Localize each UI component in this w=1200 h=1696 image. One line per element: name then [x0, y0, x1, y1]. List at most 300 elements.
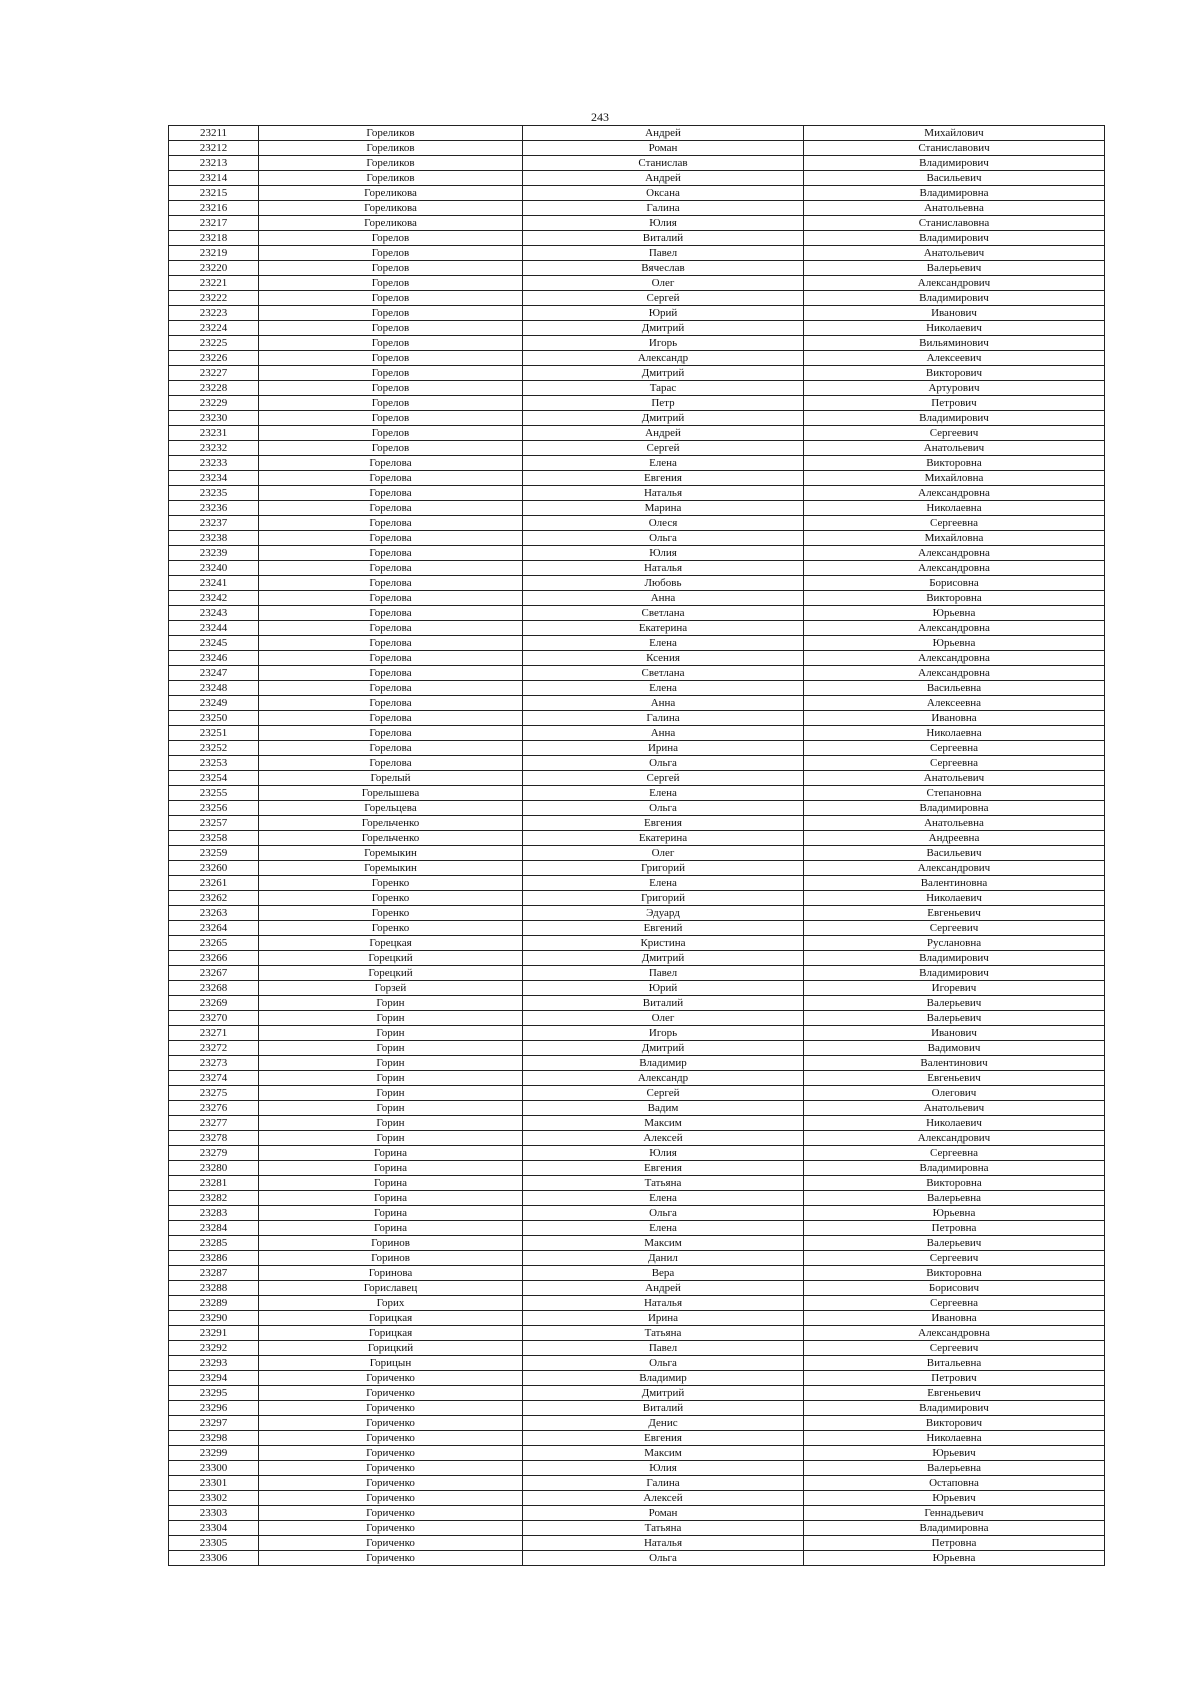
table-row [169, 966, 1105, 981]
patronymic-cell: Валерьевич [804, 261, 1105, 276]
patronymic-cell: Юрьевна [804, 1206, 1105, 1221]
patronymic-cell: Валерьевна [804, 1191, 1105, 1206]
row-number-cell: 23268 [169, 981, 259, 996]
last-name-cell: Гориченко [259, 1491, 523, 1506]
patronymic-cell: Владимирович [804, 291, 1105, 306]
last-name-cell: Горенко [259, 891, 523, 906]
row-number-cell: 23257 [169, 816, 259, 831]
row-number-cell: 23240 [169, 561, 259, 576]
first-name-cell: Юрий [523, 981, 804, 996]
patronymic-cell: Ивановна [804, 711, 1105, 726]
patronymic-cell: Владимирович [804, 231, 1105, 246]
patronymic-cell: Владимирович [804, 1401, 1105, 1416]
table-row [169, 1416, 1105, 1431]
row-number-cell: 23278 [169, 1131, 259, 1146]
first-name-cell: Станислав [523, 156, 804, 171]
last-name-cell: Горицкая [259, 1326, 523, 1341]
row-number-cell: 23304 [169, 1521, 259, 1536]
row-number-cell: 23250 [169, 711, 259, 726]
patronymic-cell: Витальевна [804, 1356, 1105, 1371]
patronymic-cell: Сергеевна [804, 1146, 1105, 1161]
table-row [169, 516, 1105, 531]
patronymic-cell: Алексеевна [804, 696, 1105, 711]
table-row [169, 1536, 1105, 1551]
patronymic-cell: Васильевич [804, 171, 1105, 186]
patronymic-cell: Сергеевич [804, 426, 1105, 441]
table-row [169, 546, 1105, 561]
first-name-cell: Олег [523, 846, 804, 861]
first-name-cell: Максим [523, 1236, 804, 1251]
table-row [169, 351, 1105, 366]
patronymic-cell: Александровна [804, 666, 1105, 681]
patronymic-cell: Владимировна [804, 1521, 1105, 1536]
patronymic-cell: Юрьевна [804, 606, 1105, 621]
first-name-cell: Вадим [523, 1101, 804, 1116]
row-number-cell: 23226 [169, 351, 259, 366]
row-number-cell: 23284 [169, 1221, 259, 1236]
first-name-cell: Кристина [523, 936, 804, 951]
patronymic-cell: Викторовна [804, 1266, 1105, 1281]
patronymic-cell: Вадимович [804, 1041, 1105, 1056]
first-name-cell: Олег [523, 276, 804, 291]
row-number-cell: 23246 [169, 651, 259, 666]
table-row [169, 1341, 1105, 1356]
first-name-cell: Данил [523, 1251, 804, 1266]
first-name-cell: Роман [523, 1506, 804, 1521]
last-name-cell: Горелов [259, 336, 523, 351]
patronymic-cell: Руслановна [804, 936, 1105, 951]
last-name-cell: Горин [259, 1026, 523, 1041]
first-name-cell: Павел [523, 966, 804, 981]
first-name-cell: Роман [523, 141, 804, 156]
table-row [169, 276, 1105, 291]
patronymic-cell: Михайлович [804, 126, 1105, 141]
table-row [169, 711, 1105, 726]
first-name-cell: Екатерина [523, 621, 804, 636]
table-row [169, 816, 1105, 831]
last-name-cell: Горицын [259, 1356, 523, 1371]
first-name-cell: Вячеслав [523, 261, 804, 276]
last-name-cell: Гориславец [259, 1281, 523, 1296]
patronymic-cell: Александровна [804, 651, 1105, 666]
last-name-cell: Горелова [259, 456, 523, 471]
last-name-cell: Горин [259, 1086, 523, 1101]
last-name-cell: Горин [259, 996, 523, 1011]
row-number-cell: 23292 [169, 1341, 259, 1356]
table-row [169, 411, 1105, 426]
row-number-cell: 23293 [169, 1356, 259, 1371]
table-row [169, 1551, 1105, 1566]
row-number-cell: 23259 [169, 846, 259, 861]
row-number-cell: 23229 [169, 396, 259, 411]
row-number-cell: 23265 [169, 936, 259, 951]
first-name-cell: Олег [523, 1011, 804, 1026]
table-row [169, 1461, 1105, 1476]
last-name-cell: Горицкий [259, 1341, 523, 1356]
table-row [169, 366, 1105, 381]
last-name-cell: Горин [259, 1101, 523, 1116]
patronymic-cell: Евгеньевич [804, 1071, 1105, 1086]
table-row [169, 1311, 1105, 1326]
row-number-cell: 23243 [169, 606, 259, 621]
patronymic-cell: Александровна [804, 486, 1105, 501]
patronymic-cell: Александровна [804, 621, 1105, 636]
table-row [169, 426, 1105, 441]
row-number-cell: 23215 [169, 186, 259, 201]
row-number-cell: 23258 [169, 831, 259, 846]
patronymic-cell: Александровна [804, 546, 1105, 561]
table-row [169, 636, 1105, 651]
table-row [169, 216, 1105, 231]
row-number-cell: 23267 [169, 966, 259, 981]
first-name-cell: Максим [523, 1446, 804, 1461]
last-name-cell: Горелова [259, 606, 523, 621]
first-name-cell: Сергей [523, 291, 804, 306]
table-row [169, 531, 1105, 546]
last-name-cell: Гориченко [259, 1521, 523, 1536]
table-row [169, 381, 1105, 396]
first-name-cell: Эдуард [523, 906, 804, 921]
patronymic-cell: Валерьевич [804, 1011, 1105, 1026]
first-name-cell: Максим [523, 1116, 804, 1131]
last-name-cell: Горинова [259, 1266, 523, 1281]
patronymic-cell: Владимирович [804, 966, 1105, 981]
first-name-cell: Елена [523, 681, 804, 696]
row-number-cell: 23302 [169, 1491, 259, 1506]
patronymic-cell: Петровна [804, 1221, 1105, 1236]
row-number-cell: 23218 [169, 231, 259, 246]
first-name-cell: Наталья [523, 1536, 804, 1551]
patronymic-cell: Викторович [804, 366, 1105, 381]
first-name-cell: Оксана [523, 186, 804, 201]
last-name-cell: Гориченко [259, 1506, 523, 1521]
first-name-cell: Татьяна [523, 1521, 804, 1536]
first-name-cell: Светлана [523, 666, 804, 681]
table-row [169, 981, 1105, 996]
patronymic-cell: Анатольевич [804, 771, 1105, 786]
last-name-cell: Горелов [259, 321, 523, 336]
row-number-cell: 23276 [169, 1101, 259, 1116]
patronymic-cell: Вильяминович [804, 336, 1105, 351]
patronymic-cell: Николаевна [804, 501, 1105, 516]
patronymic-cell: Олегович [804, 1086, 1105, 1101]
first-name-cell: Андрей [523, 126, 804, 141]
last-name-cell: Горенко [259, 906, 523, 921]
table-row [169, 1281, 1105, 1296]
first-name-cell: Сергей [523, 1086, 804, 1101]
last-name-cell: Горелова [259, 666, 523, 681]
last-name-cell: Гориченко [259, 1371, 523, 1386]
table-row [169, 891, 1105, 906]
first-name-cell: Тарас [523, 381, 804, 396]
patronymic-cell: Анатольевич [804, 1101, 1105, 1116]
table-row [169, 1356, 1105, 1371]
table-row [169, 156, 1105, 171]
first-name-cell: Юлия [523, 546, 804, 561]
first-name-cell: Григорий [523, 861, 804, 876]
table-row [169, 786, 1105, 801]
table-row [169, 1521, 1105, 1536]
last-name-cell: Горельченко [259, 816, 523, 831]
row-number-cell: 23297 [169, 1416, 259, 1431]
last-name-cell: Гориченко [259, 1476, 523, 1491]
row-number-cell: 23287 [169, 1266, 259, 1281]
last-name-cell: Горелова [259, 546, 523, 561]
last-name-cell: Горелова [259, 561, 523, 576]
first-name-cell: Григорий [523, 891, 804, 906]
patronymic-cell: Владимирович [804, 156, 1105, 171]
first-name-cell: Анна [523, 696, 804, 711]
last-name-cell: Горецкий [259, 951, 523, 966]
table-row [169, 1056, 1105, 1071]
row-number-cell: 23298 [169, 1431, 259, 1446]
table-row [169, 1476, 1105, 1491]
table-row [169, 321, 1105, 336]
first-name-cell: Ирина [523, 741, 804, 756]
last-name-cell: Горелова [259, 501, 523, 516]
last-name-cell: Горелов [259, 276, 523, 291]
patronymic-cell: Николаевич [804, 891, 1105, 906]
first-name-cell: Андрей [523, 1281, 804, 1296]
first-name-cell: Петр [523, 396, 804, 411]
row-number-cell: 23270 [169, 1011, 259, 1026]
first-name-cell: Павел [523, 246, 804, 261]
first-name-cell: Любовь [523, 576, 804, 591]
last-name-cell: Гориченко [259, 1536, 523, 1551]
first-name-cell: Дмитрий [523, 1041, 804, 1056]
row-number-cell: 23299 [169, 1446, 259, 1461]
last-name-cell: Горелов [259, 291, 523, 306]
table-row [169, 471, 1105, 486]
table-row [169, 906, 1105, 921]
last-name-cell: Горецкий [259, 966, 523, 981]
first-name-cell: Виталий [523, 231, 804, 246]
last-name-cell: Гореликов [259, 171, 523, 186]
row-number-cell: 23224 [169, 321, 259, 336]
first-name-cell: Дмитрий [523, 951, 804, 966]
patronymic-cell: Александрович [804, 861, 1105, 876]
table-row [169, 456, 1105, 471]
first-name-cell: Юлия [523, 216, 804, 231]
last-name-cell: Горелов [259, 426, 523, 441]
row-number-cell: 23219 [169, 246, 259, 261]
first-name-cell: Евгения [523, 816, 804, 831]
row-number-cell: 23235 [169, 486, 259, 501]
last-name-cell: Горин [259, 1071, 523, 1086]
row-number-cell: 23249 [169, 696, 259, 711]
row-number-cell: 23221 [169, 276, 259, 291]
row-number-cell: 23277 [169, 1116, 259, 1131]
last-name-cell: Гореликов [259, 141, 523, 156]
row-number-cell: 23282 [169, 1191, 259, 1206]
row-number-cell: 23261 [169, 876, 259, 891]
first-name-cell: Юрий [523, 306, 804, 321]
last-name-cell: Горин [259, 1116, 523, 1131]
table-row [169, 1431, 1105, 1446]
row-number-cell: 23274 [169, 1071, 259, 1086]
table-row [169, 726, 1105, 741]
first-name-cell: Елена [523, 786, 804, 801]
last-name-cell: Гореликова [259, 216, 523, 231]
last-name-cell: Горелов [259, 246, 523, 261]
row-number-cell: 23290 [169, 1311, 259, 1326]
last-name-cell: Горелый [259, 771, 523, 786]
table-row [169, 1401, 1105, 1416]
patronymic-cell: Васильевна [804, 681, 1105, 696]
table-row [169, 1071, 1105, 1086]
row-number-cell: 23262 [169, 891, 259, 906]
row-number-cell: 23241 [169, 576, 259, 591]
patronymic-cell: Сергеевна [804, 516, 1105, 531]
first-name-cell: Наталья [523, 1296, 804, 1311]
table-row [169, 666, 1105, 681]
table-row [169, 651, 1105, 666]
row-number-cell: 23306 [169, 1551, 259, 1566]
table-row [169, 441, 1105, 456]
first-name-cell: Виталий [523, 1401, 804, 1416]
patronymic-cell: Владимировна [804, 801, 1105, 816]
patronymic-cell: Станиславовна [804, 216, 1105, 231]
first-name-cell: Наталья [523, 486, 804, 501]
first-name-cell: Юлия [523, 1461, 804, 1476]
row-number-cell: 23213 [169, 156, 259, 171]
last-name-cell: Горинов [259, 1251, 523, 1266]
first-name-cell: Екатерина [523, 831, 804, 846]
row-number-cell: 23303 [169, 1506, 259, 1521]
row-number-cell: 23214 [169, 171, 259, 186]
table-row [169, 1221, 1105, 1236]
row-number-cell: 23271 [169, 1026, 259, 1041]
table-row [169, 201, 1105, 216]
patronymic-cell: Михайловна [804, 471, 1105, 486]
last-name-cell: Горелова [259, 756, 523, 771]
row-number-cell: 23283 [169, 1206, 259, 1221]
table-row [169, 186, 1105, 201]
patronymic-cell: Сергеевна [804, 756, 1105, 771]
table-row [169, 561, 1105, 576]
table-row [169, 576, 1105, 591]
patronymic-cell: Владимировна [804, 186, 1105, 201]
page-number: 243 [591, 110, 609, 124]
table-row [169, 306, 1105, 321]
patronymic-cell: Евгеньевич [804, 1386, 1105, 1401]
last-name-cell: Горелов [259, 261, 523, 276]
table-row [169, 681, 1105, 696]
first-name-cell: Владимир [523, 1371, 804, 1386]
table-row [169, 486, 1105, 501]
last-name-cell: Гореликов [259, 126, 523, 141]
table-row [169, 1191, 1105, 1206]
row-number-cell: 23255 [169, 786, 259, 801]
first-name-cell: Ирина [523, 1311, 804, 1326]
last-name-cell: Горельченко [259, 831, 523, 846]
first-name-cell: Елена [523, 876, 804, 891]
patronymic-cell: Валентинович [804, 1056, 1105, 1071]
table-row [169, 501, 1105, 516]
last-name-cell: Горелов [259, 381, 523, 396]
row-number-cell: 23222 [169, 291, 259, 306]
patronymic-cell: Станиславович [804, 141, 1105, 156]
table-row [169, 606, 1105, 621]
patronymic-cell: Алексеевич [804, 351, 1105, 366]
last-name-cell: Горина [259, 1161, 523, 1176]
patronymic-cell: Анатольевна [804, 201, 1105, 216]
table-row [169, 1011, 1105, 1026]
table-row [169, 1116, 1105, 1131]
first-name-cell: Игорь [523, 1026, 804, 1041]
row-number-cell: 23289 [169, 1296, 259, 1311]
table-row [169, 876, 1105, 891]
patronymic-cell: Борисович [804, 1281, 1105, 1296]
last-name-cell: Горелова [259, 486, 523, 501]
first-name-cell: Денис [523, 1416, 804, 1431]
last-name-cell: Гориченко [259, 1401, 523, 1416]
row-number-cell: 23233 [169, 456, 259, 471]
row-number-cell: 23269 [169, 996, 259, 1011]
last-name-cell: Горицкая [259, 1311, 523, 1326]
last-name-cell: Горина [259, 1221, 523, 1236]
last-name-cell: Гореликова [259, 186, 523, 201]
row-number-cell: 23300 [169, 1461, 259, 1476]
first-name-cell: Дмитрий [523, 366, 804, 381]
patronymic-cell: Валентиновна [804, 876, 1105, 891]
table-row [169, 171, 1105, 186]
patronymic-cell: Михайловна [804, 531, 1105, 546]
table-row [169, 1266, 1105, 1281]
table-row [169, 1386, 1105, 1401]
patronymic-cell: Борисовна [804, 576, 1105, 591]
row-number-cell: 23254 [169, 771, 259, 786]
row-number-cell: 23291 [169, 1326, 259, 1341]
patronymic-cell: Сергеевич [804, 1251, 1105, 1266]
last-name-cell: Горин [259, 1131, 523, 1146]
table-row [169, 1041, 1105, 1056]
row-number-cell: 23263 [169, 906, 259, 921]
last-name-cell: Горина [259, 1146, 523, 1161]
last-name-cell: Горелышева [259, 786, 523, 801]
first-name-cell: Анна [523, 726, 804, 741]
patronymic-cell: Петрович [804, 1371, 1105, 1386]
row-number-cell: 23237 [169, 516, 259, 531]
last-name-cell: Горемыкин [259, 846, 523, 861]
last-name-cell: Горенко [259, 876, 523, 891]
row-number-cell: 23244 [169, 621, 259, 636]
table-row [169, 1506, 1105, 1521]
row-number-cell: 23272 [169, 1041, 259, 1056]
patronymic-cell: Иванович [804, 306, 1105, 321]
patronymic-cell: Валерьевна [804, 1461, 1105, 1476]
registry-body [169, 126, 1105, 1566]
row-number-cell: 23223 [169, 306, 259, 321]
row-number-cell: 23305 [169, 1536, 259, 1551]
table-row [169, 831, 1105, 846]
first-name-cell: Ольга [523, 1356, 804, 1371]
first-name-cell: Виталий [523, 996, 804, 1011]
patronymic-cell: Николаевна [804, 1431, 1105, 1446]
patronymic-cell: Александровна [804, 1326, 1105, 1341]
first-name-cell: Ольга [523, 756, 804, 771]
patronymic-cell: Александрович [804, 1131, 1105, 1146]
table-row [169, 291, 1105, 306]
table-row [169, 741, 1105, 756]
patronymic-cell: Петровна [804, 1536, 1105, 1551]
table-row [169, 621, 1105, 636]
patronymic-cell: Владимирович [804, 951, 1105, 966]
last-name-cell: Горелов [259, 441, 523, 456]
row-number-cell: 23288 [169, 1281, 259, 1296]
patronymic-cell: Александровна [804, 561, 1105, 576]
patronymic-cell: Геннадьевич [804, 1506, 1105, 1521]
